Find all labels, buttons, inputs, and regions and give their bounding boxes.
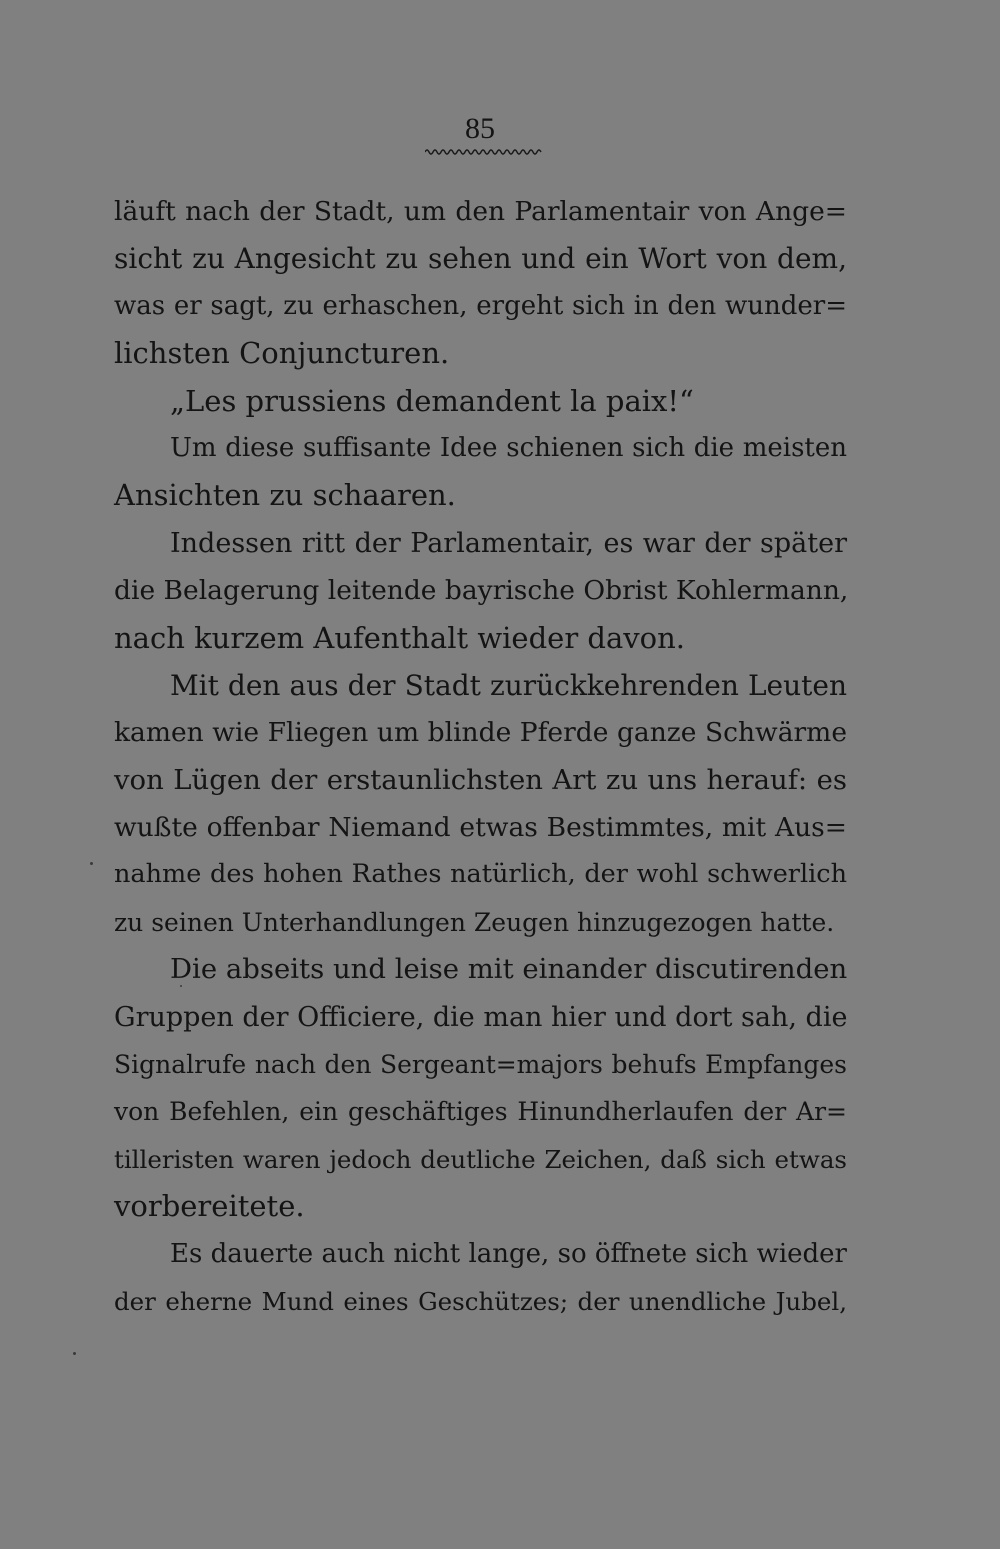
text-line: Mit den aus der Stadt zurückkehrenden Leuten (170, 668, 847, 702)
text-line: von Lügen der erstaunlichsten Art zu uns herauf: es (114, 763, 847, 796)
page-number: 85 (465, 112, 495, 145)
speck-mark (90, 862, 93, 865)
text-line: tilleristen waren jedoch deutliche Zeichen, daß sich etwas (114, 1144, 847, 1174)
text-line: läuft nach der Stadt, um den Parlamentair von Ange= (114, 196, 847, 227)
text-line: Indessen ritt der Parlamentair, es war der später (170, 527, 847, 559)
text-line: Es dauerte auch nicht lange, so öffnete sich wieder (170, 1238, 847, 1269)
text-line: Ansichten zu schaaren. (114, 478, 456, 513)
text-line: lichsten Conjuncturen. (114, 336, 450, 371)
wavy-rule-ornament (425, 147, 543, 155)
text-line: von Befehlen, ein geschäftiges Hinundherlaufen der Ar= (114, 1097, 847, 1127)
text-line: die Belagerung leitende bayrische Obrist Kohlermann, (114, 575, 849, 607)
speck-mark (180, 985, 182, 987)
text-line: sicht zu Angesicht zu sehen und ein Wort von dem, (114, 242, 847, 276)
text-line: Um diese suffisante Idee schienen sich die meisten (170, 432, 847, 463)
text-line: zu seinen Unterhandlungen Zeugen hinzugezogen hatte. (114, 907, 835, 937)
speck-mark (73, 1352, 76, 1355)
text-line: nahme des hohen Rathes natürlich, der wohl schwerlich (114, 859, 847, 890)
text-line: was er sagt, zu erhaschen, ergeht sich in den wunder= (114, 290, 847, 321)
text-line: „Les prussiens demandent la paix!“ (170, 383, 694, 418)
text-line: Die abseits und leise mit einander discutirenden (170, 953, 848, 986)
text-line: Gruppen der Officiere, die man hier und dort sah, die (114, 1001, 848, 1033)
text-line: kamen wie Fliegen um blinde Pferde ganze Schwärme (114, 717, 847, 749)
text-line: wußte offenbar Niemand etwas Bestimmtes, mit Aus= (114, 812, 847, 844)
body-text (114, 188, 847, 1325)
text-line: Signalrufe nach den Sergeant=majors behufs Empfanges (114, 1050, 847, 1080)
text-line: der eherne Mund eines Geschützes; der unendliche Jubel, (114, 1286, 847, 1316)
text-line: nach kurzem Aufenthalt wieder davon. (114, 620, 685, 655)
text-line: vorbereitete. (114, 1189, 305, 1224)
